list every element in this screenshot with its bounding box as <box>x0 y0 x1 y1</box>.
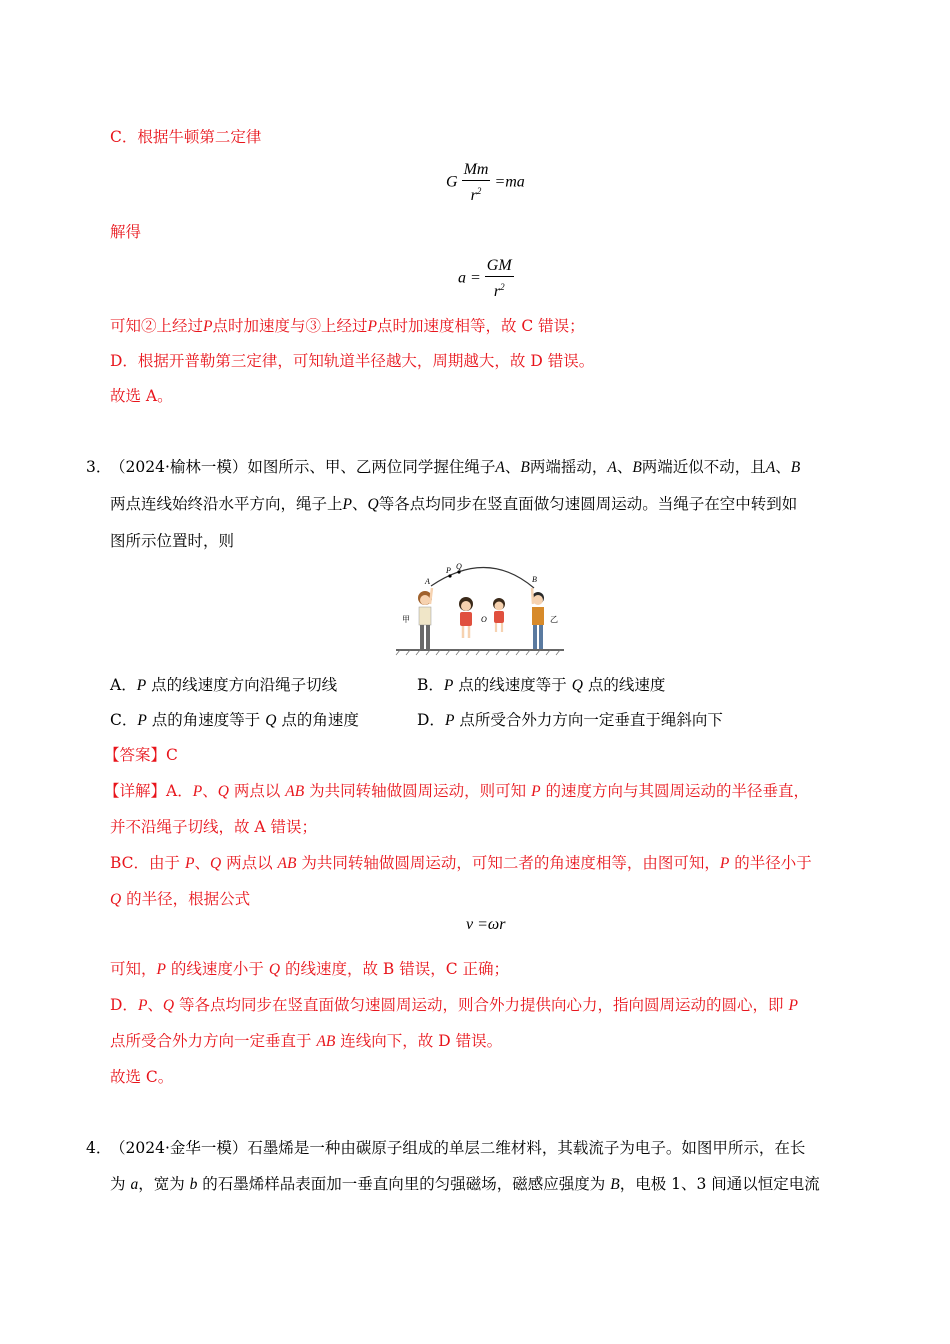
q3-explain-line-7: 点所受合外力方向一定垂直于 AB 连线向下，故 D 错误。 <box>110 1032 503 1050</box>
eq2-lhs: a = <box>458 269 481 287</box>
q3-explain-line-2: 并不沿绳子切线，故 A 错误； <box>110 818 318 836</box>
eq2-numerator: GM <box>485 256 514 277</box>
q2-solve-label: 解得 <box>110 223 142 241</box>
q4-stem-line-2: 为 a，宽为 b 的石墨烯样品表面加一垂直向里的匀强磁场，磁感应强度为 B，电极 1、3 间通以恒定电流 <box>110 1175 820 1193</box>
q3-explain-line-1: 【详解】A．P、Q 两点以 AB 为共同转轴做圆周运动，则可知 P 的速度方向与其圆周运动的半径垂直， <box>104 782 809 800</box>
child-girl-2 <box>493 598 505 632</box>
q2-option-d-explanation: D．根据开普勒第三定律，可知轨道半径越大，周期越大，故 D 错误。 <box>110 352 595 370</box>
q2-equation-newton <box>446 160 525 206</box>
q3-explain-line-6: D．P、Q 等各点均同步在竖直面做匀速圆周运动，则合外力提供向心力，指向圆周运动的圆心，即 P <box>110 996 798 1014</box>
label-b: B <box>532 575 537 584</box>
q3-number: 3． <box>86 458 112 476</box>
child-girl-1 <box>459 597 473 638</box>
label-o: O <box>481 615 487 624</box>
q2-final-choice: 故选 A。 <box>110 387 173 405</box>
q3-final-choice: 故选 C。 <box>110 1068 174 1086</box>
q3-option-a: A．P 点的线速度方向沿绳子切线 <box>110 676 338 694</box>
person-jia <box>418 588 432 649</box>
label-p: P <box>446 566 451 575</box>
q4-number: 4． <box>86 1139 112 1157</box>
q3-equation-velocity: v =ωr <box>466 916 506 933</box>
label-yi: 乙 <box>550 615 558 624</box>
person-yi <box>532 588 544 649</box>
q2-option-c-title: C．根据牛顿第二定律 <box>110 128 262 146</box>
q3-explain-line-4: Q 的半径，根据公式 <box>110 890 251 908</box>
q3-explain-line-3: BC．由于 P、Q 两点以 AB 为共同转轴做圆周运动，可知二者的角速度相等，由图可知，P 的半径小于 <box>110 854 812 872</box>
q2-option-c-conclusion: 可知②上经过P点时加速度与③上经过P点时加速度相等，故 C 错误； <box>110 317 585 335</box>
q2-equation-acceleration <box>458 256 514 302</box>
q3-rope-figure <box>392 560 568 660</box>
label-q: Q <box>456 562 462 571</box>
label-jia: 甲 <box>402 615 410 624</box>
eq1-lhs-pre: G <box>446 173 458 191</box>
eq1-numerator: Mm <box>462 160 491 181</box>
q3-option-d: D．P 点所受合外力方向一定垂直于绳斜向下 <box>417 711 723 729</box>
eq1-fraction <box>462 160 491 206</box>
q3-option-b: B．P 点的线速度等于 Q 点的线速度 <box>417 676 666 694</box>
q3-answer: 【答案】C <box>104 746 178 764</box>
eq2-denominator: $r^2$ <box>493 282 505 300</box>
q3-explain-line-5: 可知，P 的线速度小于 Q 的线速度，故 B 错误，C 正确； <box>110 960 510 978</box>
label-a: A <box>425 577 430 586</box>
q3-stem-line-2: 两点连线始终沿水平方向，绳子上P、Q等各点均同步在竖直面做匀速圆周运动。当绳子在空中转到如 <box>110 495 798 513</box>
eq1-rhs: =ma <box>494 173 525 191</box>
q3-stem-line-3: 图所示位置时，则 <box>110 532 235 550</box>
eq2-fraction <box>485 256 514 302</box>
q3-stem-line-1: （2024·榆林一模）如图所示、甲、乙两位同学握住绳子A、B两端摇动，A、B两端近似不动，且A、B <box>110 458 801 476</box>
q4-stem-line-1: （2024·金华一模）石墨烯是一种由碳原子组成的单层二维材料，其载流子为电子。如图甲所示，在长 <box>110 1139 806 1157</box>
eq1-denominator: $r^2$ <box>470 186 482 204</box>
q3-option-c: C．P 点的角速度等于 Q 点的角速度 <box>110 711 359 729</box>
